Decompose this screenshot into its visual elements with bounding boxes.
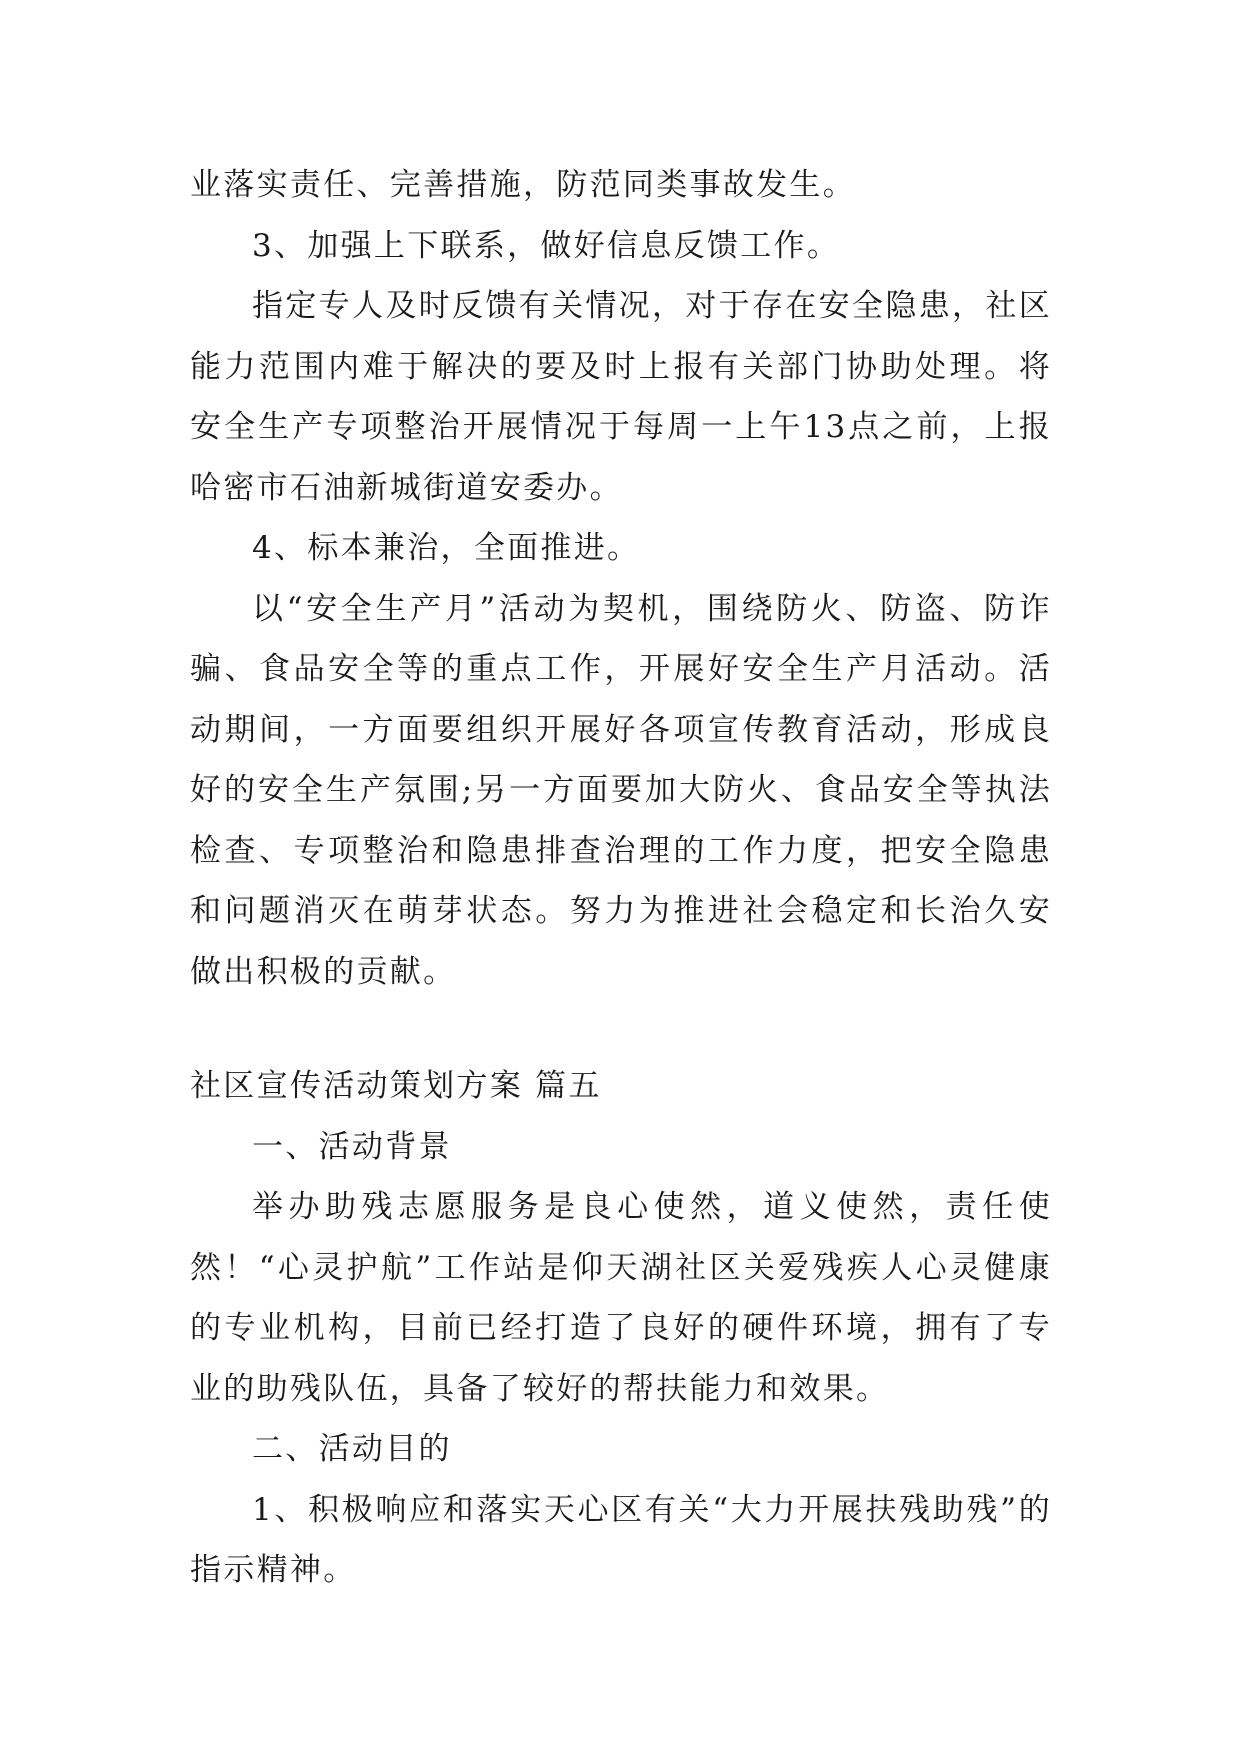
paragraph-safety-month: 以“安全生产月”活动为契机，围绕防火、防盗、防诈骗、食品安全等的重点工作，开展好安全生产月活动。活动期间，一方面要组织开展好各项宣传教育活动，形成良好的安全生产氛围;另一方面要加大防火、食品安全等执法检查、专项整治和隐患排查治理的工作力度，把安全隐患和问题消灭在萌芽状态。努力为推进社会稳定和长治久安做出积极的贡献。 — [190, 590, 1052, 990]
paragraph-feedback: 指定专人及时反馈有关情况，对于存在安全隐患，社区能力范围内难于解决的要及时上报有关部门协助处理。将安全生产专项整治开展情况于每周一上午13点之前，上报哈密市石油新城街道安委办。 — [190, 288, 1052, 506]
section-title: 社区宣传活动策划方案 篇五 — [190, 1068, 602, 1104]
paragraph-background: 举办助残志愿服务是良心使然，道义使然，责任使然！“心灵护航”工作站是仰天湖社区关爱残疾人心灵健康的专业机构，目前已经打造了良好的硬件环境，拥有了专业的助残队伍，具备了较好的帮扶能力和效果。 — [190, 1189, 1052, 1407]
document-body — [190, 155, 1052, 1601]
subheading-background: 一、活动背景 — [252, 1128, 452, 1165]
subheading-purpose: 二、活动目的 — [252, 1431, 452, 1467]
paragraph-item-4-heading: 4、标本兼治，全面推进。 — [252, 530, 641, 566]
section-spacer — [190, 1002, 1052, 1056]
paragraph-purpose-1: 1、积极响应和落实天心区有关“大力开展扶残助残”的指示精神。 — [190, 1491, 1052, 1588]
paragraph-continuation: 业落实责任、完善措施，防范同类事故发生。 — [190, 167, 856, 203]
paragraph-item-3-heading: 3、加强上下联系，做好信息反馈工作。 — [252, 227, 841, 264]
